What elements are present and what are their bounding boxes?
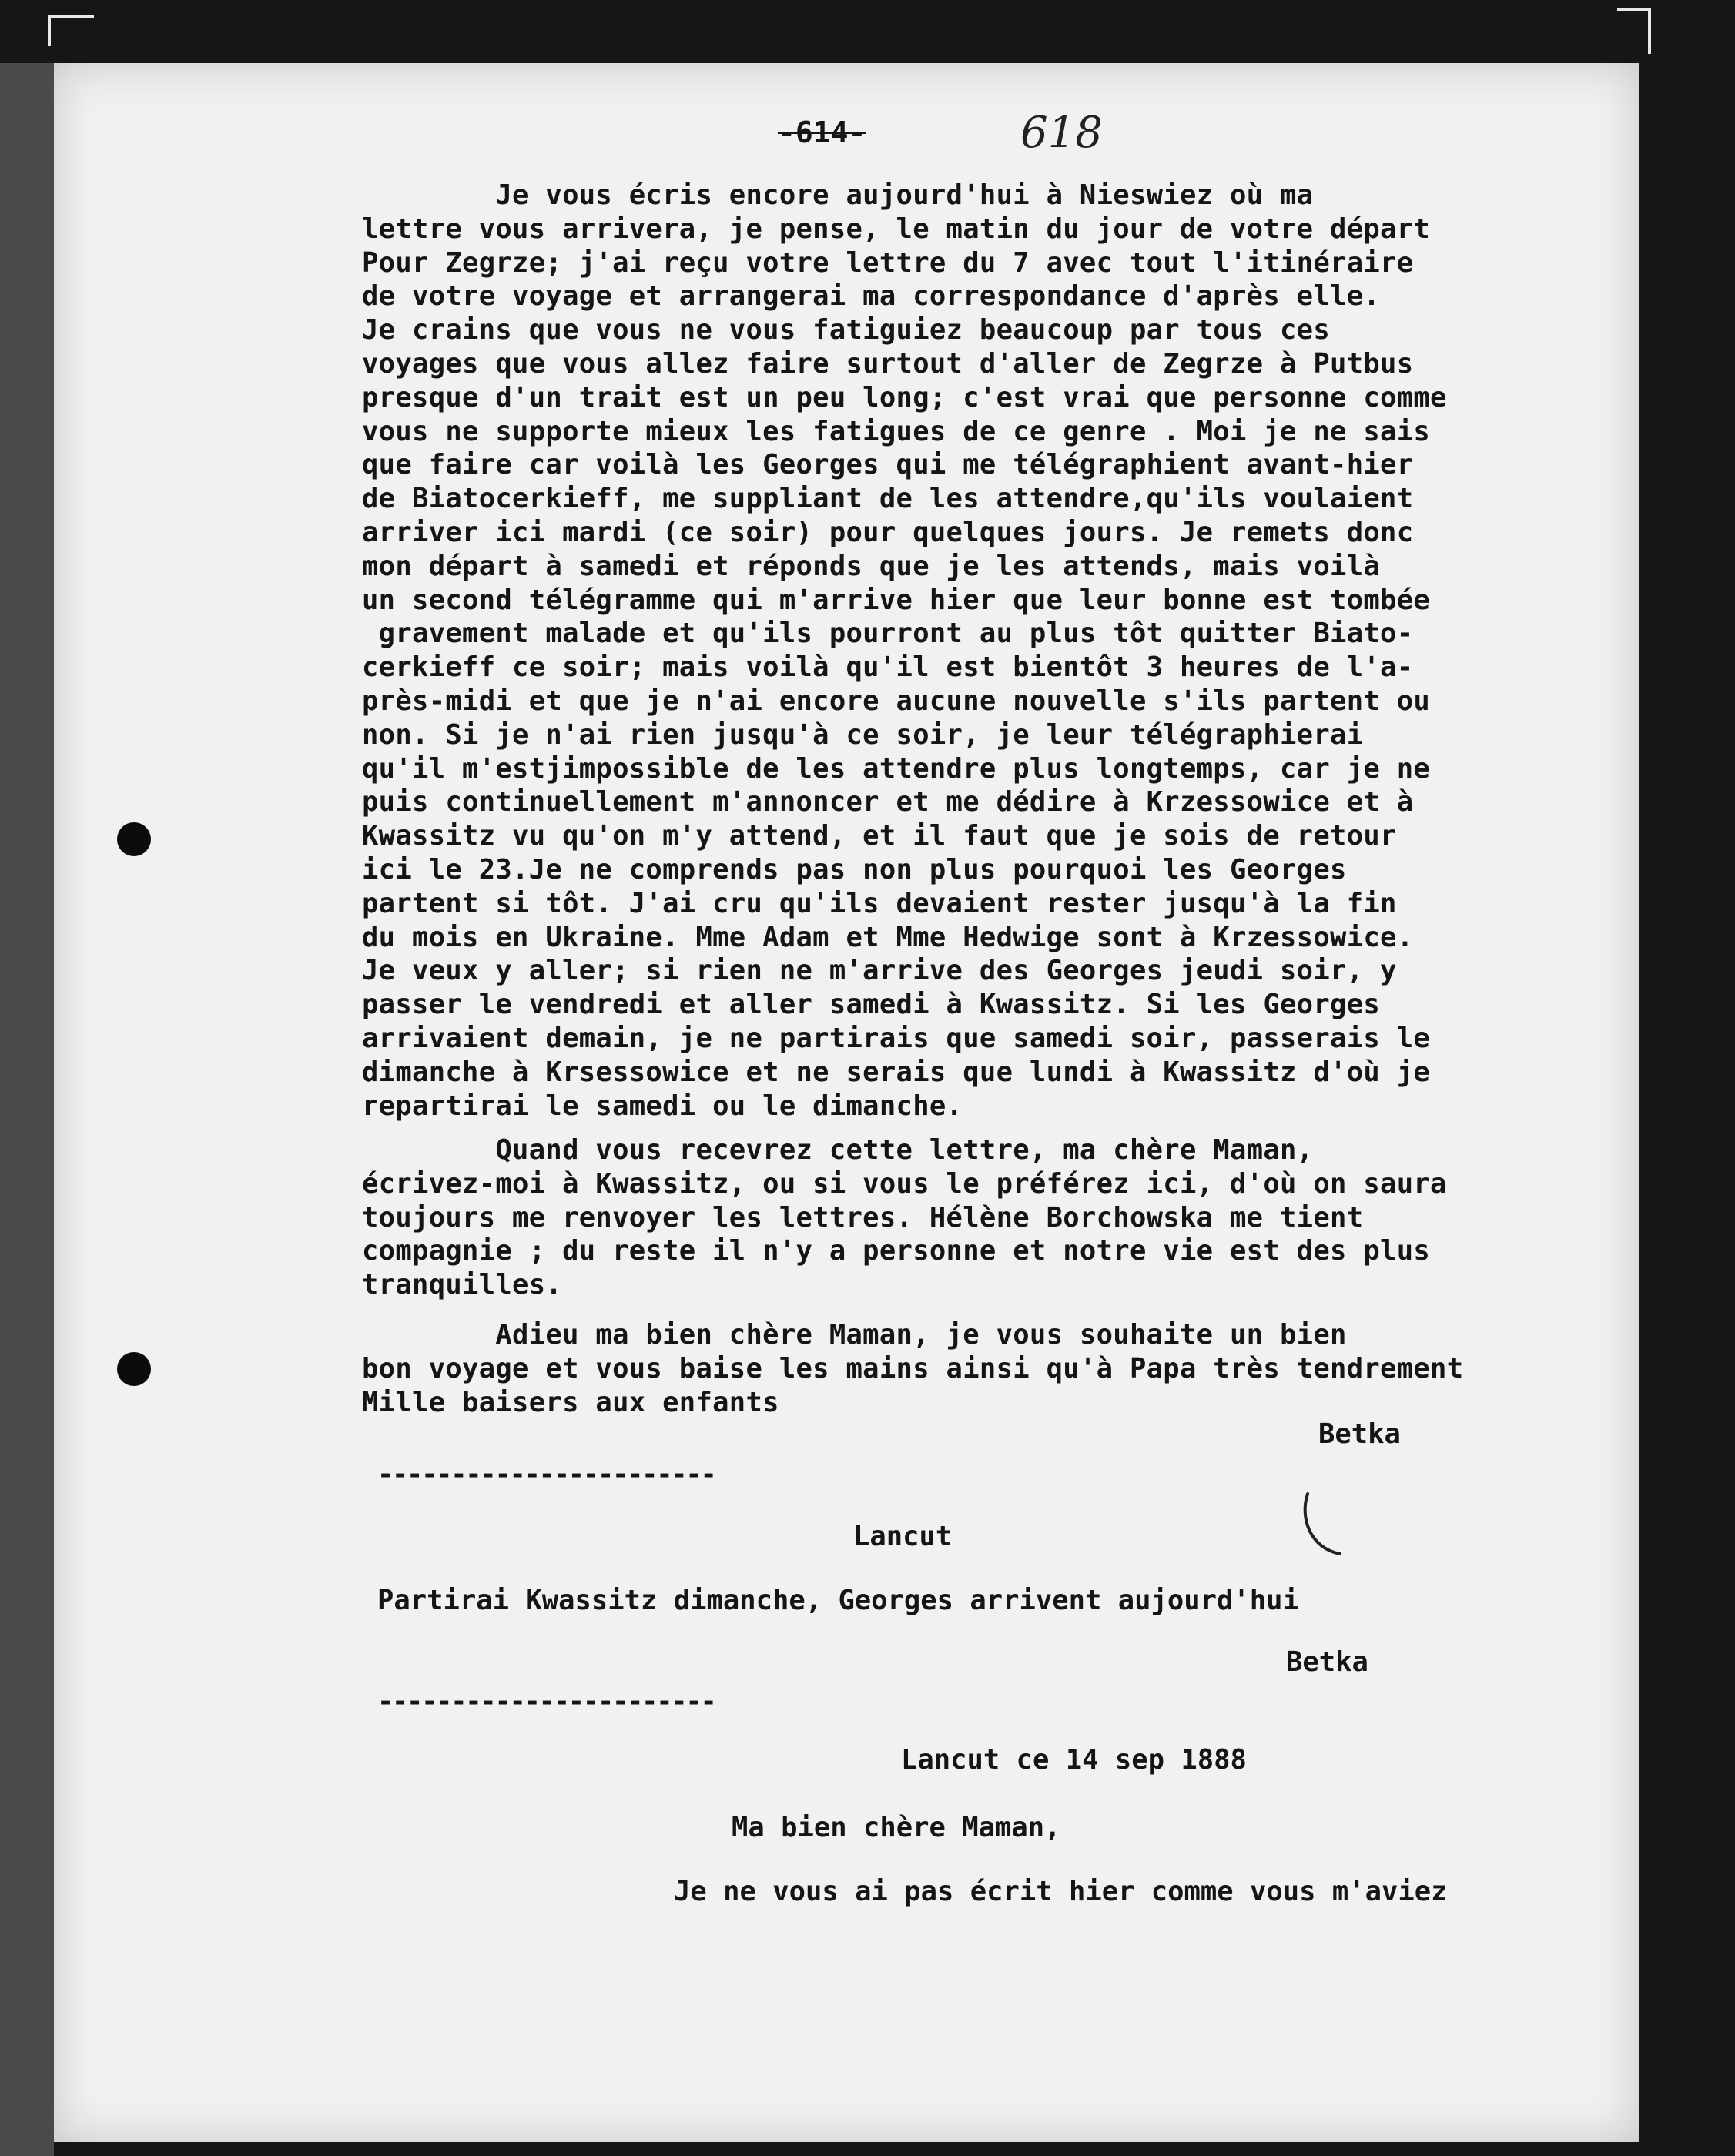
text-line: partent si tôt. J'ai cru qu'ils devaient rester jusqu'à la fin (362, 887, 1397, 919)
text-line: Je vous écris encore aujourd'hui à Nieswiez où ma (362, 179, 1314, 211)
text-line: voyages que vous allez faire surtout d'aller de Zegrze à Putbus (362, 347, 1414, 380)
text-line: écrivez-moi à Kwassitz, ou si vous le préférez ici, d'où on saura (362, 1167, 1447, 1200)
text-line: ici le 23.Je ne comprends pas non plus pourquoi les Georges (362, 853, 1347, 886)
crop-mark-top-left-h (48, 15, 94, 18)
text-line: de Biatocerkieff, me suppliant de les attendre,qu'ils voulaient (362, 483, 1414, 515)
scan-left-edge (0, 63, 54, 2156)
text-line: dimanche à Krsessowice et ne serais que lundi à Kwassitz d'où je (362, 1056, 1431, 1088)
letter2-first-line: Je ne vous ai pas écrit hier comme vous m'aviez (674, 1876, 1448, 1907)
text-line: Adieu ma bien chère Maman, je vous souhaite un bien (362, 1319, 1347, 1351)
text-line: tranquilles. (362, 1269, 563, 1301)
text-line: Quand vous recevrez cette lettre, ma chère Maman, (362, 1134, 1314, 1166)
letter-body-paragraph-2 (362, 1133, 1447, 1302)
punch-hole-top (117, 822, 151, 856)
text-line: lettre vous arrivera, je pense, le matin du jour de votre départ (362, 213, 1431, 245)
typed-page-number: -614- (778, 116, 866, 149)
signature-betka-2: Betka (1286, 1646, 1368, 1678)
text-line: passer le vendredi et aller samedi à Kwassitz. Si les Georges (362, 989, 1381, 1021)
handwritten-check-mark (1294, 1486, 1355, 1563)
text-line: Je crains que vous ne vous fatiguiez beaucoup par tous ces (362, 314, 1331, 346)
text-line: gravement malade et qu'ils pourront au plus tôt quitter Biato- (362, 618, 1414, 650)
letter2-salutation: Ma bien chère Maman, (732, 1812, 1061, 1843)
text-line: arrivaient demain, je ne partirais que samedi soir, passerais le (362, 1022, 1431, 1054)
text-line: bon voyage et vous baise les mains ainsi qu'à Papa très tendrement (362, 1352, 1464, 1384)
crop-mark-top-right-h (1617, 8, 1651, 11)
crop-mark-top-right (1648, 8, 1651, 54)
text-line: repartirai le samedi ou le dimanche. (362, 1090, 963, 1122)
telegram-place: Lancut (853, 1521, 953, 1552)
letter-body-paragraph-1 (362, 179, 1447, 1123)
text-line: qu'il m'estjimpossible de les attendre plus longtemps, car je ne (362, 752, 1431, 785)
text-line: vous ne supporte mieux les fatigues de ce genre . Moi je ne sais (362, 415, 1431, 447)
telegram-message: Partirai Kwassitz dimanche, Georges arrivent aujourd'hui (377, 1585, 1299, 1616)
letter-body-paragraph-3 (362, 1318, 1463, 1419)
text-line: compagnie ; du reste il n'y a personne et notre vie est des plus (362, 1235, 1431, 1267)
text-line: arriver ici mardi (ce soir) pour quelques jours. Je remets donc (362, 516, 1414, 548)
text-line: toujours me renvoyer les lettres. Hélène Borchowska me tient (362, 1201, 1364, 1234)
text-line: presque d'un trait est un peu long; c'est vrai que personne comme (362, 381, 1447, 413)
text-line: Je veux y aller; si rien ne m'arrive des Georges jeudi soir, y (362, 955, 1397, 987)
text-line: Mille baisers aux enfants (362, 1386, 779, 1418)
text-line: du mois en Ukraine. Mme Adam et Mme Hedwige sont à Krzessowice. (362, 921, 1414, 953)
text-line: non. Si je n'ai rien jusqu'à ce soir, je leur télégraphierai (362, 718, 1364, 751)
text-line: près-midi et que je n'ai encore aucune nouvelle s'ils partent ou (362, 685, 1431, 717)
text-line: Pour Zegrze; j'ai reçu votre lettre du 7 avec tout l'itinéraire (362, 246, 1414, 279)
text-line: un second télégramme qui m'arrive hier que leur bonne est tombée (362, 584, 1431, 616)
text-line: que faire car voilà les Georges qui me télégraphient avant-hier (362, 449, 1414, 481)
text-line: mon départ à samedi et réponds que je les attends, mais voilà (362, 550, 1381, 582)
signature-betka-1: Betka (1318, 1418, 1401, 1450)
punch-hole-bottom (117, 1352, 151, 1386)
separator-line-2: ----------------------- (377, 1686, 715, 1717)
letter2-place-date: Lancut ce 14 sep 1888 (901, 1744, 1247, 1776)
text-line: Kwassitz vu qu'on m'y attend, et il faut que je sois de retour (362, 820, 1397, 852)
text-line: de votre voyage et arrangerai ma correspondance d'après elle. (362, 280, 1381, 313)
text-line: cerkieff ce soir; mais voilà qu'il est bientôt 3 heures de l'a- (362, 651, 1414, 684)
separator-line-1: ----------------------- (377, 1459, 715, 1490)
crop-mark-top-left (48, 15, 51, 46)
text-line: puis continuellement m'annoncer et me dédire à Krzessowice et à (362, 786, 1414, 819)
handwritten-page-number: 618 (1020, 108, 1103, 158)
